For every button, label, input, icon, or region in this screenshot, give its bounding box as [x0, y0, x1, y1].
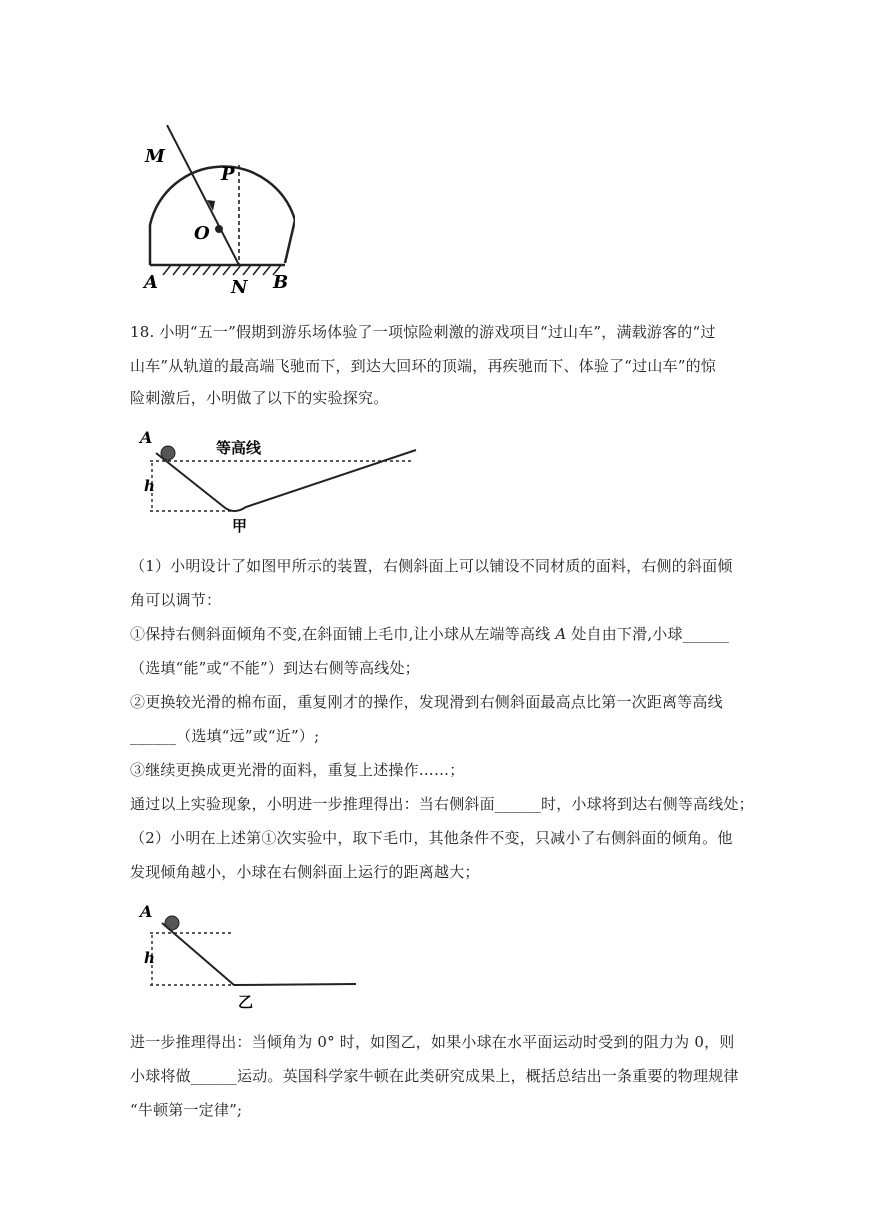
step1-text-b: 处自由下滑,小球______	[566, 625, 729, 643]
jia-caption: 甲	[232, 517, 248, 535]
figure-yi	[138, 905, 368, 1015]
q18-conclusion2-line-3: “牛顿第一定律”;	[130, 1101, 243, 1119]
jia-label-a: A	[140, 428, 153, 447]
label-m: M	[145, 146, 165, 167]
yi-caption: 乙	[238, 993, 254, 1011]
step1-text-a: ①保持右侧斜面倾角不变,在斜面铺上毛巾,让小球从左端等高线	[130, 625, 556, 643]
q18-step2-line-1: ②更换较光滑的棉布面，重复刚才的操作，发现滑到右侧斜面最高点比第一次距离等高线	[130, 693, 723, 711]
q18-step3: ③继续更换成更光滑的面料，重复上述操作……；	[130, 761, 465, 779]
yi-label-a: A	[140, 905, 153, 921]
jia-contour-label: 等高线	[216, 439, 262, 457]
q18-step1-line-2: （选填“能”或“不能”）到达右侧等高线处；	[130, 659, 420, 677]
q18-intro-line-2: 山车”从轨道的最高端飞驰而下，到达大回环的顶端，再疾驰而下、体验了“过山车”的惊	[130, 357, 717, 375]
step1-point-a: A	[555, 625, 567, 643]
q18-part2-line-1: （2）小明在上述第①次实验中，取下毛巾，其他条件不变，只减小了右侧斜面的倾角。他	[130, 829, 733, 847]
q18-part1-line-1: （1）小明设计了如图甲所示的装置，右侧斜面上可以铺设不同材质的面料，右侧的斜面倾	[130, 557, 733, 575]
q18-step1-line-1	[130, 624, 729, 644]
label-b: B	[273, 272, 289, 293]
jia-label-h: h	[144, 477, 155, 495]
q18-step2-line-2: ______（选填“远”或“近”）;	[130, 727, 320, 745]
q18-intro-line-3: 险刺激后，小明做了以下的实验探究。	[130, 389, 389, 407]
q18-intro-line-1: 18. 小明“五一”假期到游乐场体验了一项惊险刺激的游戏项目“过山车”，满载游客的“过	[130, 323, 716, 341]
label-n: N	[231, 277, 248, 295]
q18-part2-line-2: 发现倾角越小，小球在右侧斜面上运行的距离越大；	[130, 863, 480, 881]
semicircle-figure	[135, 125, 295, 295]
q18-conclusion2-line-1: 进一步推理得出：当倾角为 0° 时，如图乙，如果小球在水平面运动时受到的阻力为 0，则	[130, 1033, 735, 1051]
q18-conclusion-1: 通过以上实验现象，小明进一步推理得出：当右侧斜面______时，小球将到达右侧等高线处；	[130, 795, 754, 813]
q18-part1-line-2: 角可以调节：	[130, 591, 222, 609]
yi-label-h: h	[144, 949, 155, 967]
q18-conclusion2-line-2: 小球将做______运动。英国科学家牛顿在此类研究成果上，概括总结出一条重要的物理规律	[130, 1067, 739, 1085]
label-p: P	[221, 164, 235, 185]
figure-jia	[138, 425, 428, 535]
label-o: O	[194, 223, 210, 244]
label-a: A	[144, 272, 158, 293]
